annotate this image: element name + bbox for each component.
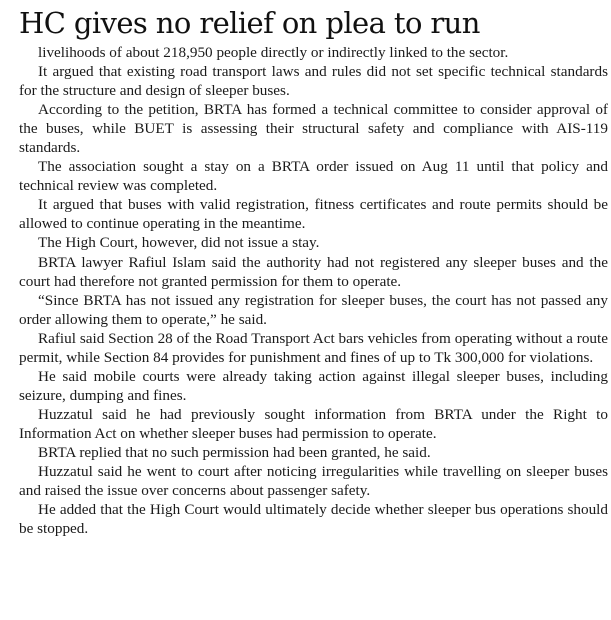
article-body bbox=[19, 43, 608, 538]
article-paragraph: Huzzatul said he went to court after noticing irregularities while travelling on sleeper buses and raised the issue over concerns about passenger safety. bbox=[19, 463, 608, 500]
article-paragraph: BRTA replied that no such permission had been granted, he said. bbox=[38, 443, 431, 461]
article-paragraph: Huzzatul said he had previously sought information from BRTA under the Right to Information Act on whether sleeper buses had permission to operate. bbox=[19, 405, 608, 442]
article-paragraph: “Since BRTA has not issued any registration for sleeper buses, the court has not passed any order allowing them to operate,” he said. bbox=[19, 291, 608, 328]
article-paragraph: livelihoods of about 218,950 people directly or indirectly linked to the sector. bbox=[38, 44, 509, 61]
article-paragraph: According to the petition, BRTA has formed a technical committee to consider approval of the buses, while BUET is assessing their structural safety and compliance with AIS-119 standards. bbox=[19, 101, 608, 157]
article-paragraph: The association sought a stay on a BRTA order issued on Aug 11 until that policy and technical review was completed. bbox=[19, 158, 608, 195]
article-paragraph: He said mobile courts were already taking action against illegal sleeper buses, including seizure, dumping and fines. bbox=[19, 367, 608, 404]
article-paragraph: It argued that buses with valid registration, fitness certificates and route permits should be allowed to continue operating in the meantime. bbox=[19, 196, 608, 233]
article-paragraph: BRTA lawyer Rafiul Islam said the authority had not registered any sleeper buses and the court had therefore not granted permission for them to operate. bbox=[19, 253, 608, 290]
article-paragraph: It argued that existing road transport laws and rules did not set specific technical standards for the structure and design of sleeper buses. bbox=[19, 63, 608, 100]
article-paragraph: He added that the High Court would ultimately decide whether sleeper bus operations should be stopped. bbox=[19, 501, 608, 538]
article-paragraph: Rafiul said Section 28 of the Road Transport Act bars vehicles from operating without a route permit, while Section 84 provides for punishment and fines of up to Tk 300,000 for violations. bbox=[19, 329, 608, 366]
article-paragraph: The High Court, however, did not issue a stay. bbox=[38, 234, 320, 252]
article-headline: HC gives no relief on plea to run bbox=[19, 6, 480, 40]
